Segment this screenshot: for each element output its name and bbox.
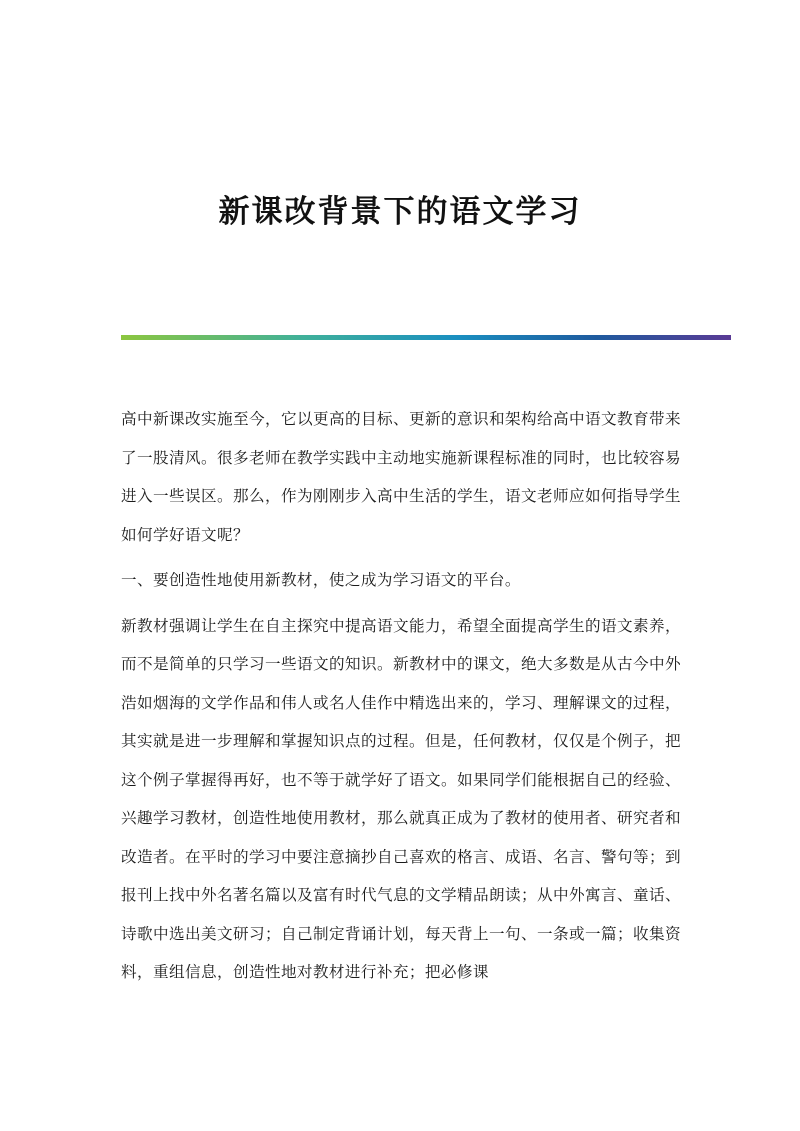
section-heading-1: 一、要创造性地使用新教材，使之成为学习语文的平台。 [121, 571, 521, 589]
document-title: 新课改背景下的语文学习 [218, 194, 582, 230]
paragraph-section-1: 新教材强调让学生在自主探究中提高语文能力，希望全面提高学生的语文素养，而不是简单的只学习一些语文的知识。新教材中的课文，绝大多数是从古今中外浩如烟海的文学作品和伟人或名人佳作中精选出来的，学习、理解课文的过程，其实就是进一步理解和掌握知识点的过程。但是，任何教材，仅仅是个例子，把这个例子掌握得再好，也不等于就学好了语文。如果同学们能根据自己的经验、兴趣学习教材，创造性地使用教材，那么就真正成为了教材的使用者、研究者和改造者。在平时的学习中要注意摘抄自己喜欢的格言、成语、名言、警句等；到报刊上找中外名著名篇以及富有时代气息的文学精品朗读；从中外寓言、童话、诗歌中选出美文研习；自己制定背诵计划，每天背上一句、一条或一篇；收集资料，重组信息，创造性地对教材进行补充；把必修课 [121, 616, 681, 981]
title-divider [121, 335, 731, 340]
document-body [121, 400, 681, 999]
paragraph-intro: 高中新课改实施至今，它以更高的目标、更新的意识和架构给高中语文教育带来了一股清风。很多老师在教学实践中主动地实施新课程标准的同时，也比较容易进入一些误区。那么，作为刚刚步入高中生活的学生，语文老师应如何指导学生如何学好语文呢？ [121, 410, 681, 544]
